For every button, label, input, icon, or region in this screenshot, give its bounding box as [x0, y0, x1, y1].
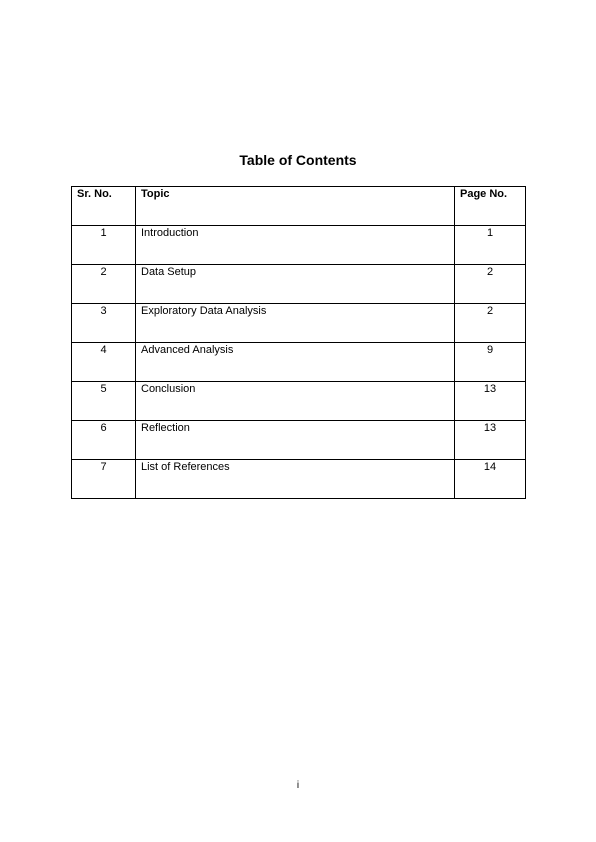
row-page-no: 13: [455, 382, 526, 421]
row-sr-no: 2: [72, 265, 136, 304]
header-page-no: Page No.: [455, 187, 526, 226]
table-of-contents: [71, 186, 526, 499]
row-sr-no: 3: [72, 304, 136, 343]
row-page-no: 2: [455, 304, 526, 343]
row-sr-no: 1: [72, 226, 136, 265]
row-page-no: 13: [455, 421, 526, 460]
row-page-no: 1: [455, 226, 526, 265]
table-row: [72, 304, 526, 343]
table-row: [72, 382, 526, 421]
page-title: Table of Contents: [239, 152, 357, 168]
row-sr-no: 7: [72, 460, 136, 499]
table-row: [72, 460, 526, 499]
table-row: [72, 265, 526, 304]
row-topic: List of References: [136, 460, 455, 499]
page-number-footer: i: [296, 780, 300, 791]
row-topic: Conclusion: [136, 382, 455, 421]
row-topic: Advanced Analysis: [136, 343, 455, 382]
header-topic: Topic: [136, 187, 455, 226]
row-page-no: 2: [455, 265, 526, 304]
table-header-row: [72, 187, 526, 226]
table-row: [72, 226, 526, 265]
row-topic: Data Setup: [136, 265, 455, 304]
row-topic: Introduction: [136, 226, 455, 265]
row-page-no: 14: [455, 460, 526, 499]
row-sr-no: 5: [72, 382, 136, 421]
table-row: [72, 343, 526, 382]
row-topic: Reflection: [136, 421, 455, 460]
row-topic: Exploratory Data Analysis: [136, 304, 455, 343]
row-page-no: 9: [455, 343, 526, 382]
table-row: [72, 421, 526, 460]
row-sr-no: 4: [72, 343, 136, 382]
header-sr-no: Sr. No.: [72, 187, 136, 226]
row-sr-no: 6: [72, 421, 136, 460]
